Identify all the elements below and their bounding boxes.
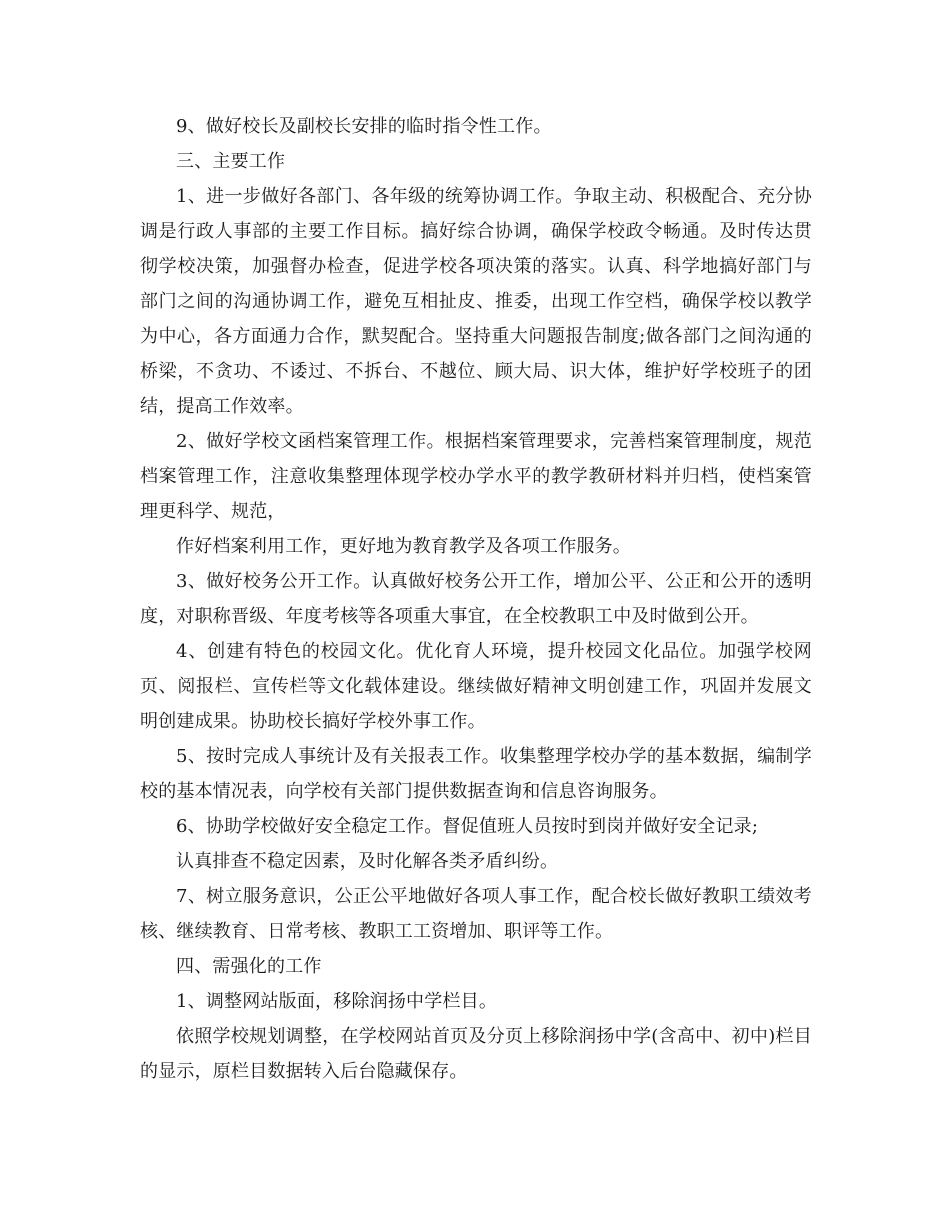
section-heading-strengthen: 四、需强化的工作: [176, 956, 322, 977]
paragraph-conflict-resolution: 认真排查不稳定因素，及时化解各类矛盾纠纷。: [176, 851, 559, 872]
paragraph-archive-management: 2、做好学校文函档案管理工作。根据档案管理要求，完善档案管理制度，规范档案管理工作，注意收集整理体现学校办学水平的教学教研材料并归档，使档案管理更科学、规范，: [140, 431, 812, 522]
paragraph-archive-usage: 作好档案利用工作，更好地为教育教学及各项工作服务。: [176, 536, 631, 557]
paragraph-service-awareness: 7、树立服务意识，公正公平地做好各项人事工作，配合校长做好教职工绩效考核、继续教育、日常考核、教职工工资增加、职评等工作。: [140, 886, 812, 942]
paragraph-school-affairs: 3、做好校务公开工作。认真做好校务公开工作，增加公平、公正和公开的透明度，对职称晋级、年度考核等各项重大事宜，在全校教职工中及时做到公开。: [140, 571, 812, 627]
paragraph-item-9: 9、做好校长及副校长安排的临时指令性工作。: [176, 116, 552, 137]
paragraph-coordination: 1、进一步做好各部门、各年级的统筹协调工作。争取主动、积极配合、充分协调是行政人事部的主要工作目标。搞好综合协调，确保学校政令畅通。及时传达贯彻学校决策，加强督办检查，促进学校各项决策的落实。认真、科学地搞好部门与部门之间的沟通协调工作，避免互相扯皮、推委，出现工作空档，确保学校以教学为中心，各方面通力合作，默契配合。坚持重大问题报告制度;做各部门之间沟通的桥梁，不贪功、不诿过、不拆台、不越位、顾大局、识大体，维护好学校班子的团结，提高工作效率。: [140, 186, 812, 417]
paragraph-website-adjust: 1、调整网站版面，移除润扬中学栏目。: [176, 991, 498, 1012]
paragraph-safety: 6、协助学校做好安全稳定工作。督促值班人员按时到岗并做好安全记录;: [176, 816, 759, 837]
paragraph-campus-culture: 4、创建有特色的校园文化。优化育人环境，提升校园文化品位。加强学校网页、阅报栏、宣传栏等文化载体建设。继续做好精神文明创建工作，巩固并发展文明创建成果。协助校长搞好学校外事工作。: [140, 641, 812, 732]
section-heading-main-work: 三、主要工作: [176, 151, 286, 172]
paragraph-website-detail: 依照学校规划调整，在学校网站首页及分页上移除润扬中学(含高中、初中)栏目的显示，原栏目数据转入后台隐藏保存。: [140, 1026, 812, 1082]
document-body: [140, 109, 812, 1089]
paragraph-personnel-statistics: 5、按时完成人事统计及有关报表工作。收集整理学校办学的基本数据，编制学校的基本情况表，向学校有关部门提供数据查询和信息咨询服务。: [140, 746, 812, 802]
